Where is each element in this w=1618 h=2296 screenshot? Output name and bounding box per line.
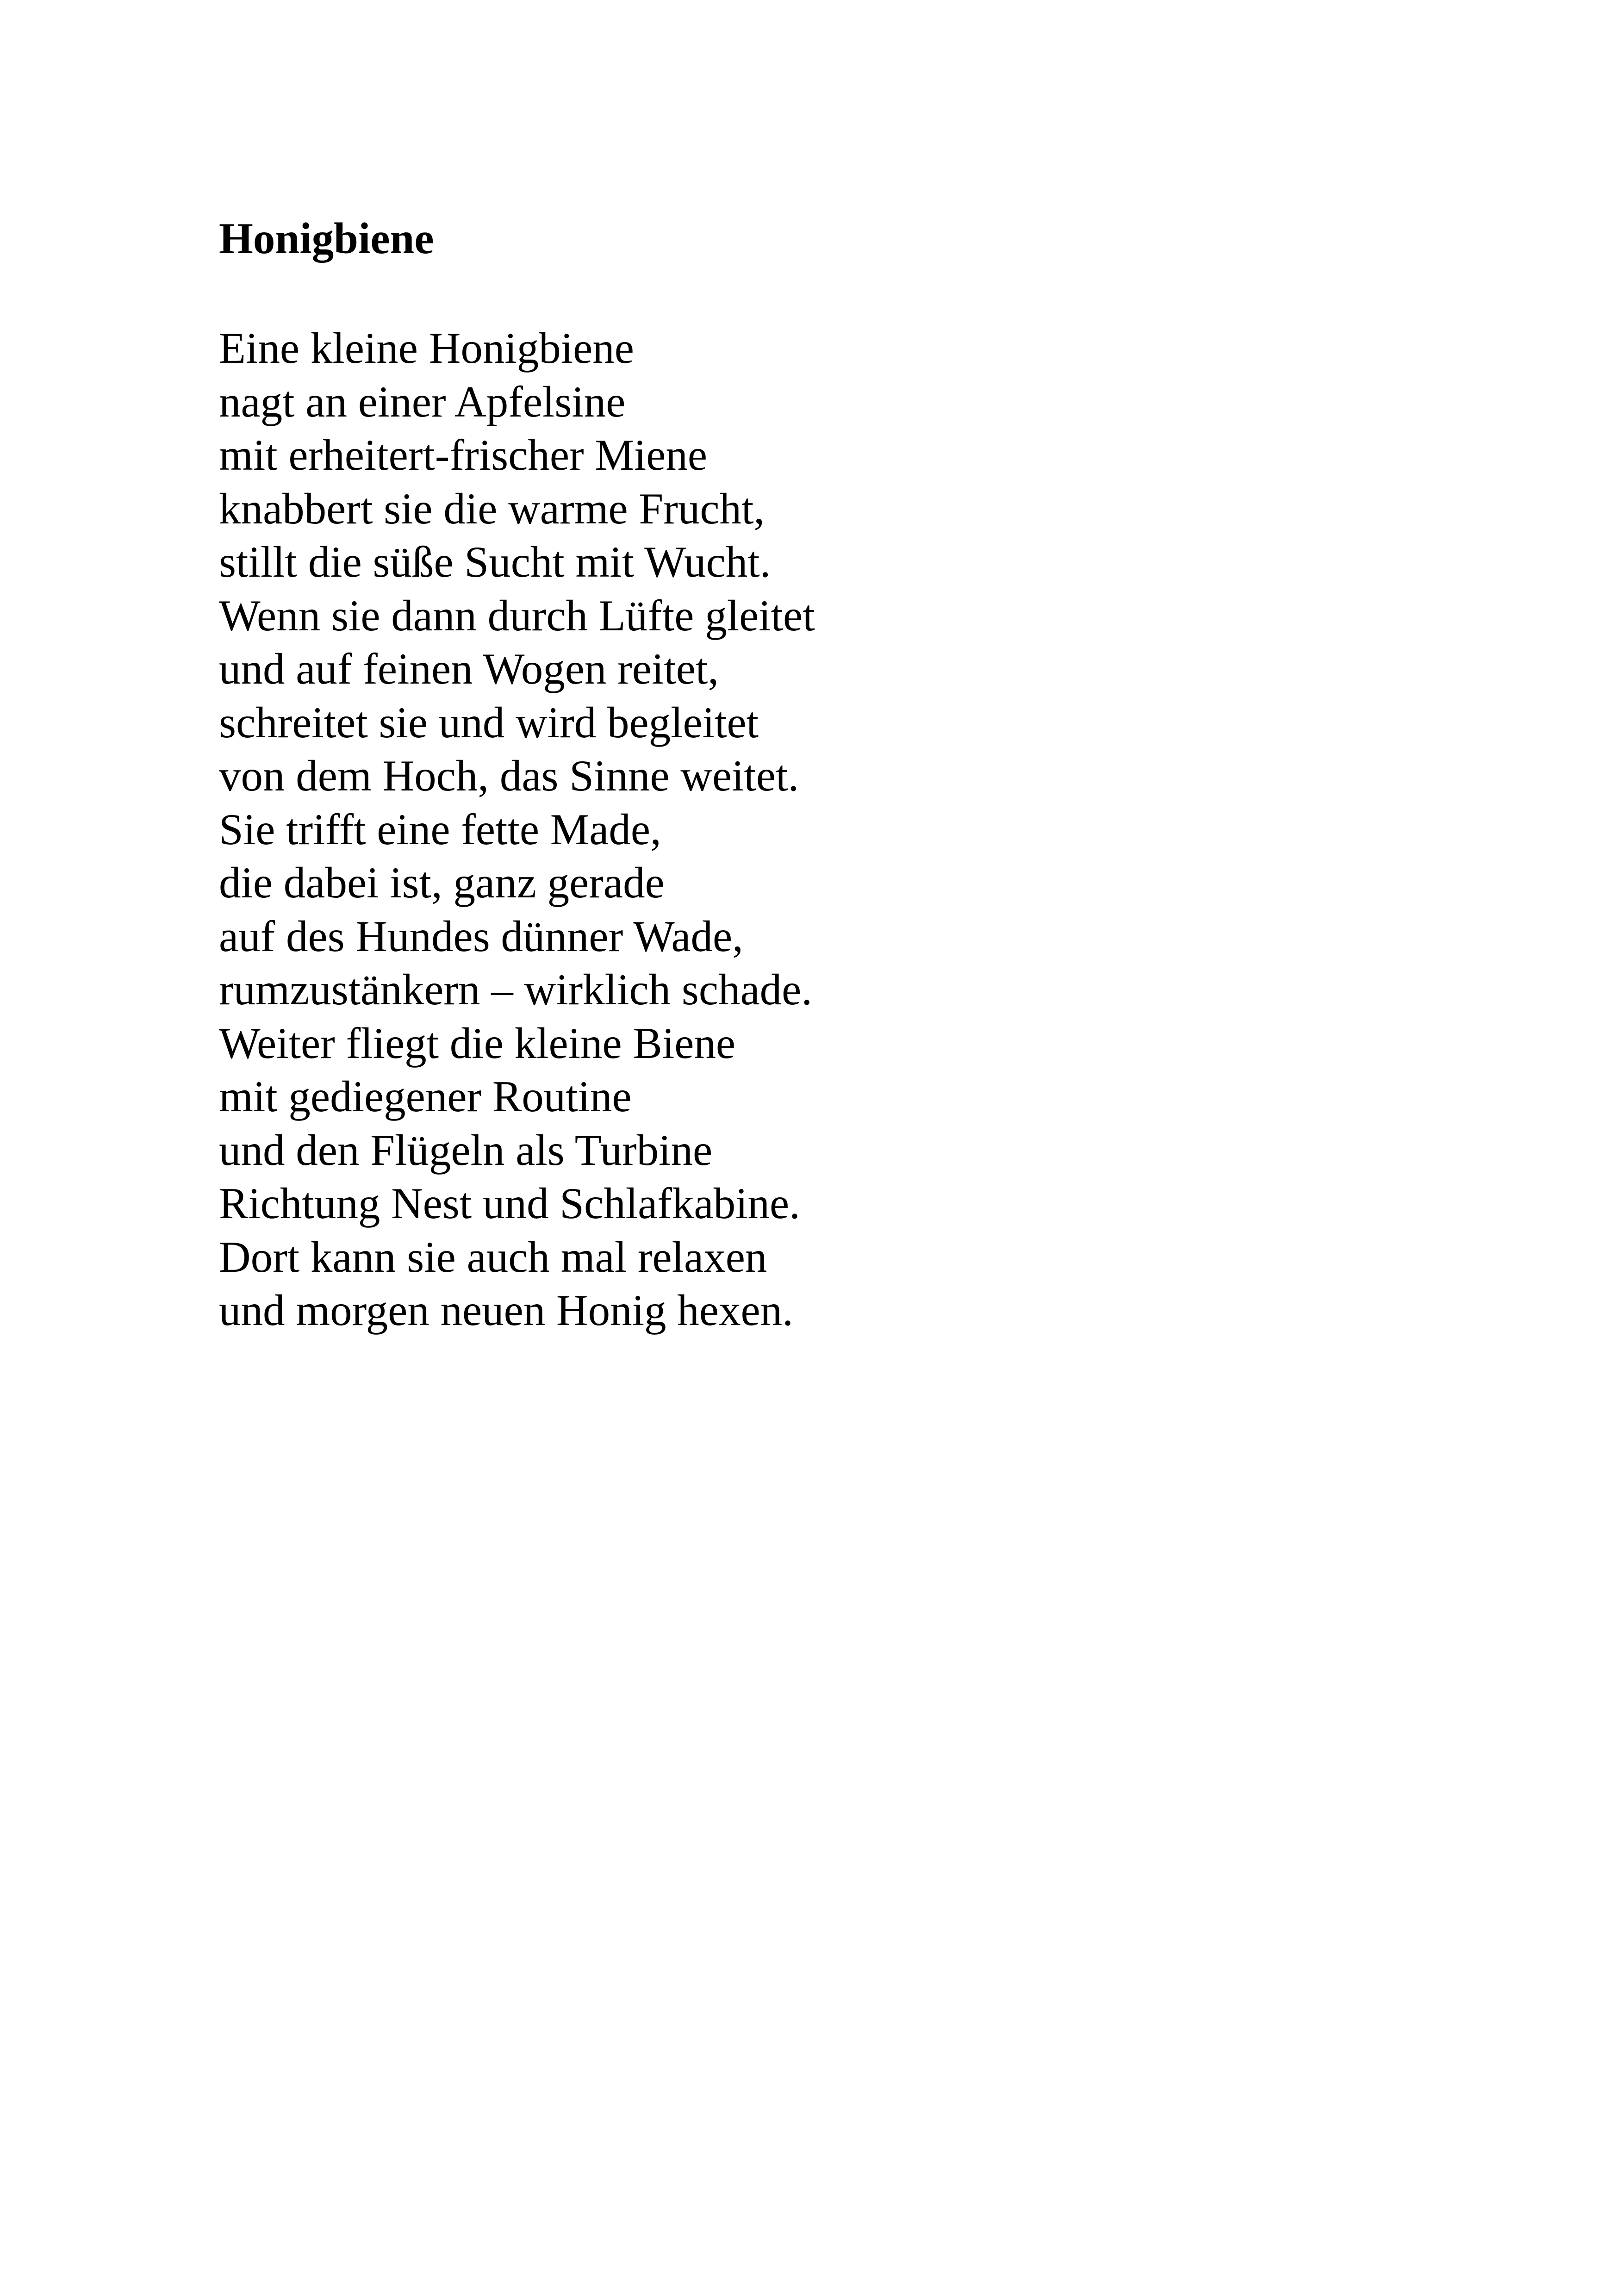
poem-line: mit gediegener Routine [219,1072,632,1121]
poem-body [219,322,815,1338]
poem-line: mit erheitert-frischer Miene [219,430,708,479]
poem-line: Wenn sie dann durch Lüfte gleitet [219,591,815,640]
poem-line: stillt die süße Sucht mit Wucht. [219,537,771,586]
poem-line: Dort kann sie auch mal relaxen [219,1232,767,1282]
poem-line: die dabei ist, ganz gerade [219,858,665,907]
poem-line: rumzustänkern – wirklich schade. [219,965,813,1014]
poem-line: von dem Hoch, das Sinne weitet. [219,751,799,800]
poem-title: Honigbiene [219,214,434,263]
poem-line: knabbert sie die warme Frucht, [219,484,765,533]
poem-line: und auf feinen Wogen reitet, [219,644,719,693]
poem-line: Richtung Nest und Schlafkabine. [219,1179,800,1228]
poem-line: Weiter fliegt die kleine Biene [219,1018,736,1068]
poem-line: und den Flügeln als Turbine [219,1125,713,1175]
poem-line: nagt an einer Apfelsine [219,377,626,426]
poem-line: und morgen neuen Honig hexen. [219,1286,793,1335]
poem-line: Eine kleine Honigbiene [219,324,634,373]
poem-line: Sie trifft eine fette Made, [219,804,661,854]
poem-line: auf des Hundes dünner Wade, [219,911,743,961]
poem-line: schreitet sie und wird begleitet [219,697,759,747]
